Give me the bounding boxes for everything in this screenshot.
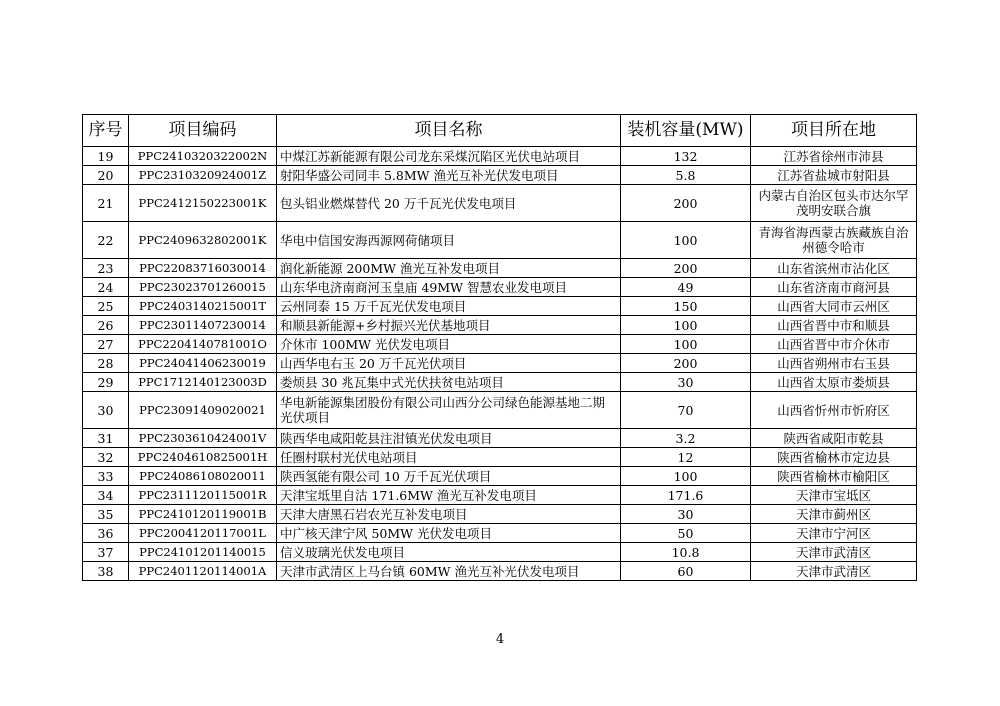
- table-row: [83, 316, 917, 335]
- cell-project-name: 介休市 100MW 光伏发电项目: [277, 335, 621, 354]
- cell-location: 山西省晋中市介休市: [751, 335, 917, 354]
- table-row: [83, 486, 917, 505]
- cell-no: 30: [83, 392, 129, 429]
- cell-no: 28: [83, 354, 129, 373]
- cell-no: 36: [83, 524, 129, 543]
- cell-capacity: 30: [621, 505, 751, 524]
- cell-project-code: PPC23091409020021: [129, 392, 277, 429]
- cell-no: 24: [83, 278, 129, 297]
- cell-no: 27: [83, 335, 129, 354]
- cell-project-code: PPC23011407230014: [129, 316, 277, 335]
- cell-capacity: 100: [621, 316, 751, 335]
- cell-location: 江苏省徐州市沛县: [751, 147, 917, 166]
- cell-location: 陕西省榆林市榆阳区: [751, 467, 917, 486]
- table-body: [83, 147, 917, 581]
- header-row: [83, 115, 917, 147]
- cell-no: 20: [83, 166, 129, 185]
- cell-capacity: 70: [621, 392, 751, 429]
- cell-capacity: 12: [621, 448, 751, 467]
- cell-capacity: 10.8: [621, 543, 751, 562]
- cell-capacity: 50: [621, 524, 751, 543]
- cell-location: 内蒙古自治区包头市达尔罕茂明安联合旗: [751, 185, 917, 222]
- table-row: [83, 222, 917, 259]
- cell-capacity: 5.8: [621, 166, 751, 185]
- cell-no: 31: [83, 429, 129, 448]
- cell-project-code: PPC2401120114001A: [129, 562, 277, 581]
- cell-location: 山东省滨州市沾化区: [751, 259, 917, 278]
- table-row: [83, 392, 917, 429]
- table-row: [83, 429, 917, 448]
- table-row: [83, 354, 917, 373]
- cell-location: 山西省大同市云州区: [751, 297, 917, 316]
- table-row: [83, 448, 917, 467]
- cell-project-code: PPC2303610424001V: [129, 429, 277, 448]
- cell-no: 29: [83, 373, 129, 392]
- page-number: 4: [495, 632, 505, 647]
- table-row: [83, 185, 917, 222]
- cell-location: 天津市宝坻区: [751, 486, 917, 505]
- table-row: [83, 562, 917, 581]
- cell-project-name: 山西华电右玉 20 万千瓦光伏项目: [277, 354, 621, 373]
- cell-no: 32: [83, 448, 129, 467]
- cell-project-code: PPC23023701260015: [129, 278, 277, 297]
- cell-location: 陕西省咸阳市乾县: [751, 429, 917, 448]
- cell-capacity: 132: [621, 147, 751, 166]
- table-row: [83, 505, 917, 524]
- cell-no: 23: [83, 259, 129, 278]
- cell-location: 陕西省榆林市定边县: [751, 448, 917, 467]
- header-capacity: 装机容量(MW): [621, 115, 751, 147]
- cell-no: 34: [83, 486, 129, 505]
- table-row: [83, 259, 917, 278]
- table-row: [83, 373, 917, 392]
- cell-location: 天津市蓟州区: [751, 505, 917, 524]
- cell-project-name: 陕西氢能有限公司 10 万千瓦光伏项目: [277, 467, 621, 486]
- header-location: 项目所在地: [751, 115, 917, 147]
- cell-project-code: PPC2410120119001B: [129, 505, 277, 524]
- cell-no: 37: [83, 543, 129, 562]
- table-row: [83, 467, 917, 486]
- cell-project-code: PPC1712140123003D: [129, 373, 277, 392]
- cell-project-code: PPC24086108020011: [129, 467, 277, 486]
- cell-no: 35: [83, 505, 129, 524]
- cell-location: 山东省济南市商河县: [751, 278, 917, 297]
- projects-table: [82, 114, 917, 581]
- table-row: [83, 335, 917, 354]
- table-row: [83, 278, 917, 297]
- cell-no: 33: [83, 467, 129, 486]
- cell-project-code: PPC22083716030014: [129, 259, 277, 278]
- cell-project-code: PPC2204140781001O: [129, 335, 277, 354]
- cell-capacity: 200: [621, 259, 751, 278]
- cell-project-name: 天津市武清区上马台镇 60MW 渔光互补光伏发电项目: [277, 562, 621, 581]
- cell-capacity: 60: [621, 562, 751, 581]
- cell-project-name: 中煤江苏新能源有限公司龙东采煤沉陷区光伏电站项目: [277, 147, 621, 166]
- cell-project-name: 信义玻璃光伏发电项目: [277, 543, 621, 562]
- cell-project-code: PPC2412150223001K: [129, 185, 277, 222]
- cell-project-name: 山东华电济南商河玉皇庙 49MW 智慧农业发电项目: [277, 278, 621, 297]
- cell-capacity: 150: [621, 297, 751, 316]
- cell-no: 25: [83, 297, 129, 316]
- cell-project-name: 中广核天津宁风 50MW 光伏发电项目: [277, 524, 621, 543]
- cell-capacity: 200: [621, 185, 751, 222]
- cell-project-name: 包头铝业燃煤替代 20 万千瓦光伏发电项目: [277, 185, 621, 222]
- cell-capacity: 49: [621, 278, 751, 297]
- cell-project-code: PPC24101201140015: [129, 543, 277, 562]
- cell-project-code: PPC2409632802001K: [129, 222, 277, 259]
- cell-no: 19: [83, 147, 129, 166]
- cell-project-name: 射阳华盛公司同丰 5.8MW 渔光互补光伏发电项目: [277, 166, 621, 185]
- cell-no: 22: [83, 222, 129, 259]
- cell-project-name: 云州同泰 15 万千瓦光伏发电项目: [277, 297, 621, 316]
- cell-location: 天津市宁河区: [751, 524, 917, 543]
- cell-project-name: 润化新能源 200MW 渔光互补发电项目: [277, 259, 621, 278]
- cell-project-code: PPC2004120117001L: [129, 524, 277, 543]
- cell-project-name: 和顺县新能源+乡村振兴光伏基地项目: [277, 316, 621, 335]
- cell-no: 26: [83, 316, 129, 335]
- cell-no: 38: [83, 562, 129, 581]
- cell-capacity: 200: [621, 354, 751, 373]
- header-name: 项目名称: [277, 115, 621, 147]
- table-row: [83, 147, 917, 166]
- cell-location: 山西省朔州市右玉县: [751, 354, 917, 373]
- cell-project-name: 天津宝坻里自沽 171.6MW 渔光互补发电项目: [277, 486, 621, 505]
- cell-capacity: 171.6: [621, 486, 751, 505]
- cell-project-name: 华电新能源集团股份有限公司山西分公司绿色能源基地二期光伏项目: [277, 392, 621, 429]
- cell-location: 山西省忻州市忻府区: [751, 392, 917, 429]
- cell-project-code: PPC2311120115001R: [129, 486, 277, 505]
- cell-location: 天津市武清区: [751, 543, 917, 562]
- cell-capacity: 100: [621, 222, 751, 259]
- cell-project-name: 天津大唐黑石岩农光互补发电项目: [277, 505, 621, 524]
- cell-project-name: 陕西华电咸阳乾县注泔镇光伏发电项目: [277, 429, 621, 448]
- table-row: [83, 524, 917, 543]
- cell-location: 山西省太原市娄烦县: [751, 373, 917, 392]
- cell-project-code: PPC24041406230019: [129, 354, 277, 373]
- cell-location: 青海省海西蒙古族藏族自治州德令哈市: [751, 222, 917, 259]
- cell-capacity: 100: [621, 335, 751, 354]
- table-row: [83, 297, 917, 316]
- cell-location: 江苏省盐城市射阳县: [751, 166, 917, 185]
- cell-project-code: PPC2403140215001T: [129, 297, 277, 316]
- cell-no: 21: [83, 185, 129, 222]
- table-row: [83, 166, 917, 185]
- cell-location: 山西省晋中市和顺县: [751, 316, 917, 335]
- header-code: 项目编码: [129, 115, 277, 147]
- table-row: [83, 543, 917, 562]
- cell-capacity: 3.2: [621, 429, 751, 448]
- cell-capacity: 30: [621, 373, 751, 392]
- cell-location: 天津市武清区: [751, 562, 917, 581]
- cell-project-code: PPC2310320924001Z: [129, 166, 277, 185]
- cell-project-code: PPC2410320322002N: [129, 147, 277, 166]
- cell-project-name: 华电中信国安海西源网荷储项目: [277, 222, 621, 259]
- cell-project-name: 任圈村联村光伏电站项目: [277, 448, 621, 467]
- cell-project-code: PPC2404610825001H: [129, 448, 277, 467]
- cell-capacity: 100: [621, 467, 751, 486]
- cell-project-name: 娄烦县 30 兆瓦集中式光伏扶贫电站项目: [277, 373, 621, 392]
- header-no: 序号: [83, 115, 129, 147]
